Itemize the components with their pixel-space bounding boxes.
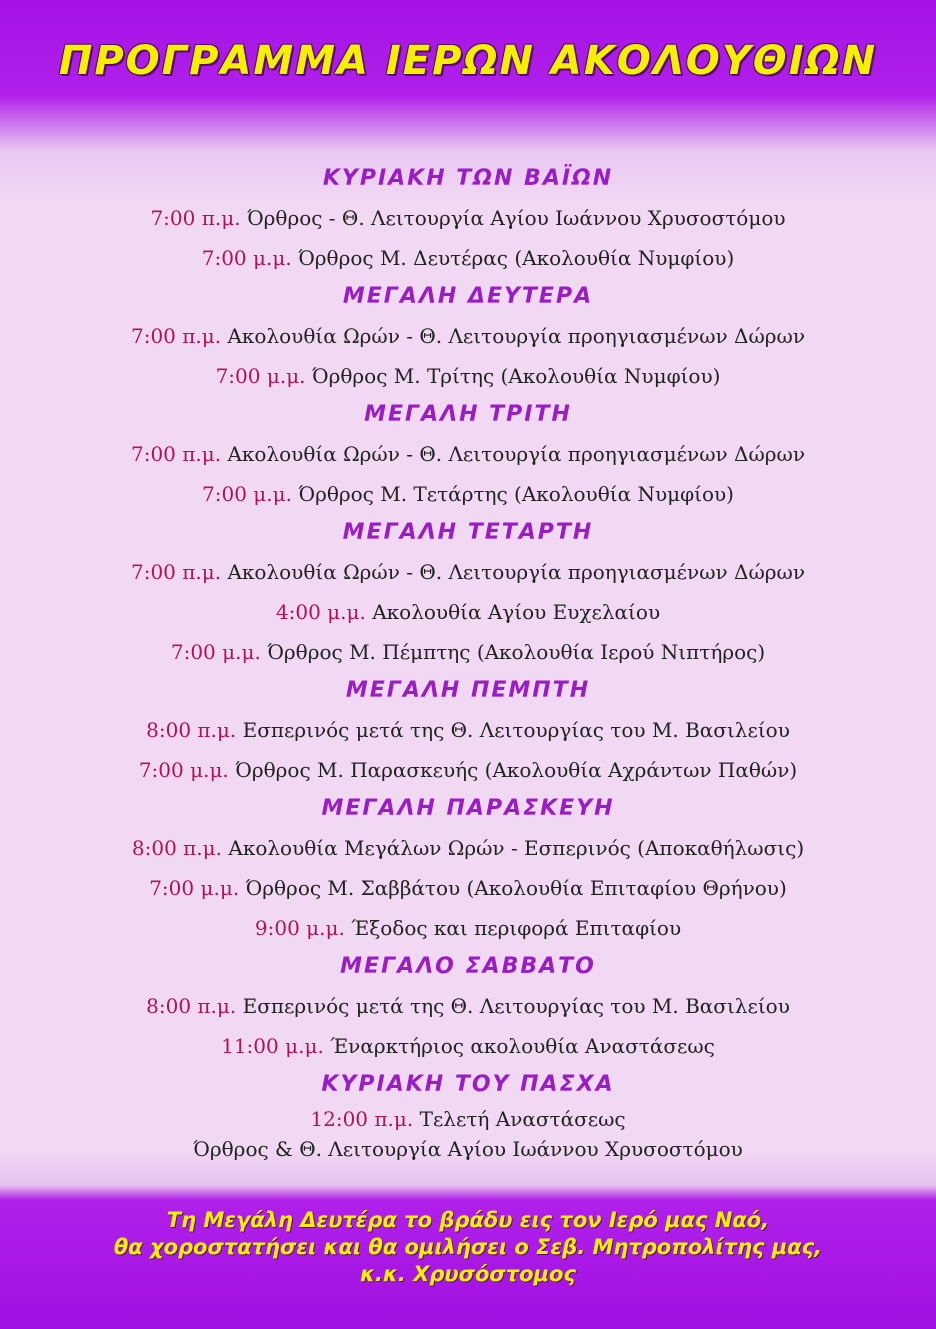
service-description: Εσπερινός μετά της Θ. Λειτουργίας του Μ. Βασιλείου [242, 994, 790, 1018]
service-row [0, 592, 936, 632]
service-row [0, 1134, 936, 1164]
service-time: 7:00 π.μ. [130, 560, 222, 584]
service-description: Όρθρος Μ. Τετάρτης (Ακολουθία Νυμφίου) [298, 482, 734, 506]
schedule [0, 160, 936, 1164]
service-row [0, 908, 936, 948]
service-time: 7:00 π.μ. [150, 206, 241, 230]
service-time: 4:00 μ.μ. [275, 600, 366, 624]
service-time: 8:00 π.μ. [146, 718, 237, 742]
day-section [0, 160, 936, 278]
service-time: 7:00 μ.μ. [202, 482, 292, 506]
service-time: 7:00 μ.μ. [149, 876, 240, 900]
service-time: 7:00 μ.μ. [170, 640, 261, 664]
day-section [0, 672, 936, 790]
day-section [0, 278, 936, 396]
day-title: ΜΕΓΑΛΗ ΠΕΜΠΤΗ [345, 678, 591, 703]
service-time: 7:00 μ.μ. [215, 364, 306, 388]
service-description: Ακολουθία Ωρών - Θ. Λειτουργία προηγιασμένων Δώρων [227, 442, 806, 466]
service-description: Όρθρος Μ. Παρασκευής (Ακολουθία Αχράντων Παθών) [235, 758, 798, 782]
day-title: ΜΕΓΑΛΟ ΣΑΒΒΑΤΟ [340, 954, 596, 979]
footer-line: Τη Μεγάλη Δευτέρα το βράδυ εις τον Ιερό μας Ναό, [166, 1208, 770, 1232]
service-row [0, 1026, 936, 1066]
service-row [0, 828, 936, 868]
service-description: Ακολουθία Αγίου Ευχελαίου [372, 600, 661, 624]
day-section [0, 396, 936, 514]
service-row [0, 434, 936, 474]
service-description: Όρθρος Μ. Πέμπτης (Ακολουθία Ιερού Νιπτήρος) [267, 640, 766, 664]
service-row [0, 710, 936, 750]
service-row [0, 316, 936, 356]
service-description: Ακολουθία Ωρών - Θ. Λειτουργία προηγιασμένων Δώρων [227, 560, 806, 584]
service-description: Όρθρος Μ. Τρίτης (Ακολουθία Νυμφίου) [311, 364, 721, 388]
service-description: Έναρκτήριος ακολουθία Αναστάσεως [330, 1034, 715, 1058]
day-section [0, 514, 936, 672]
service-row [0, 1104, 936, 1134]
service-time: 11:00 μ.μ. [221, 1034, 324, 1058]
service-description: Εσπερινός μετά της Θ. Λειτουργίας του Μ. Βασιλείου [242, 718, 790, 742]
day-section [0, 790, 936, 948]
service-time: 7:00 μ.μ. [138, 758, 229, 782]
day-section [0, 1066, 936, 1164]
footer-line: θα χοροστατήσει και θα ομιλήσει ο Σεβ. Μητροπολίτης μας, [113, 1235, 823, 1259]
service-description: Όρθρος Μ. Σαββάτου (Ακολουθία Επιταφίου Θρήνου) [245, 876, 787, 900]
day-title: ΜΕΓΑΛΗ ΤΕΤΑΡΤΗ [342, 520, 594, 545]
service-row [0, 552, 936, 592]
footer-line: κ.κ. Χρυσόστομος [360, 1262, 576, 1286]
service-time: 7:00 π.μ. [130, 324, 222, 348]
service-description: Τελετή Αναστάσεως [419, 1107, 626, 1131]
day-section [0, 948, 936, 1066]
service-time: 9:00 μ.μ. [254, 916, 345, 940]
service-row [0, 632, 936, 672]
service-row [0, 986, 936, 1026]
service-time: 8:00 π.μ. [146, 994, 237, 1018]
day-title: ΚΥΡΙΑΚΗ ΤΩΝ ΒΑΪΩΝ [322, 166, 614, 191]
day-title: ΚΥΡΙΑΚΗ ΤΟΥ ΠΑΣΧΑ [321, 1072, 615, 1097]
service-time: 12:00 π.μ. [310, 1107, 414, 1131]
day-title: ΜΕΓΑΛΗ ΤΡΙΤΗ [364, 402, 572, 427]
service-description: Ακολουθία Ωρών - Θ. Λειτουργία προηγιασμένων Δώρων [227, 324, 806, 348]
service-time: 8:00 π.μ. [131, 836, 223, 860]
service-time: 7:00 μ.μ. [201, 246, 292, 270]
service-description: Όρθρος & Θ. Λειτουργία Αγίου Ιωάννου Χρυσοστόμου [193, 1137, 743, 1161]
service-row [0, 198, 936, 238]
service-row [0, 750, 936, 790]
footer-note [0, 1207, 936, 1288]
service-description: Έξοδος και περιφορά Επιταφίου [351, 916, 682, 940]
service-time: 7:00 π.μ. [130, 442, 222, 466]
service-description: Όρθρος Μ. Δευτέρας (Ακολουθία Νυμφίου) [298, 246, 735, 270]
day-title: ΜΕΓΑΛΗ ΠΑΡΑΣΚΕΥΗ [321, 796, 615, 821]
page-title: ΠΡΟΓΡΑΜΜΑ ΙΕΡΩΝ ΑΚΟΛΟΥΘΙΩΝ [58, 38, 878, 84]
service-description: Ακολουθία Μεγάλων Ωρών - Εσπερινός (Αποκαθήλωσις) [228, 836, 805, 860]
service-description: Όρθρος - Θ. Λειτουργία Αγίου Ιωάννου Χρυσοστόμου [246, 206, 786, 230]
service-row [0, 868, 936, 908]
service-row [0, 238, 936, 278]
day-title: ΜΕΓΑΛΗ ΔΕΥΤΕΡΑ [342, 284, 594, 309]
service-row [0, 474, 936, 514]
service-row [0, 356, 936, 396]
